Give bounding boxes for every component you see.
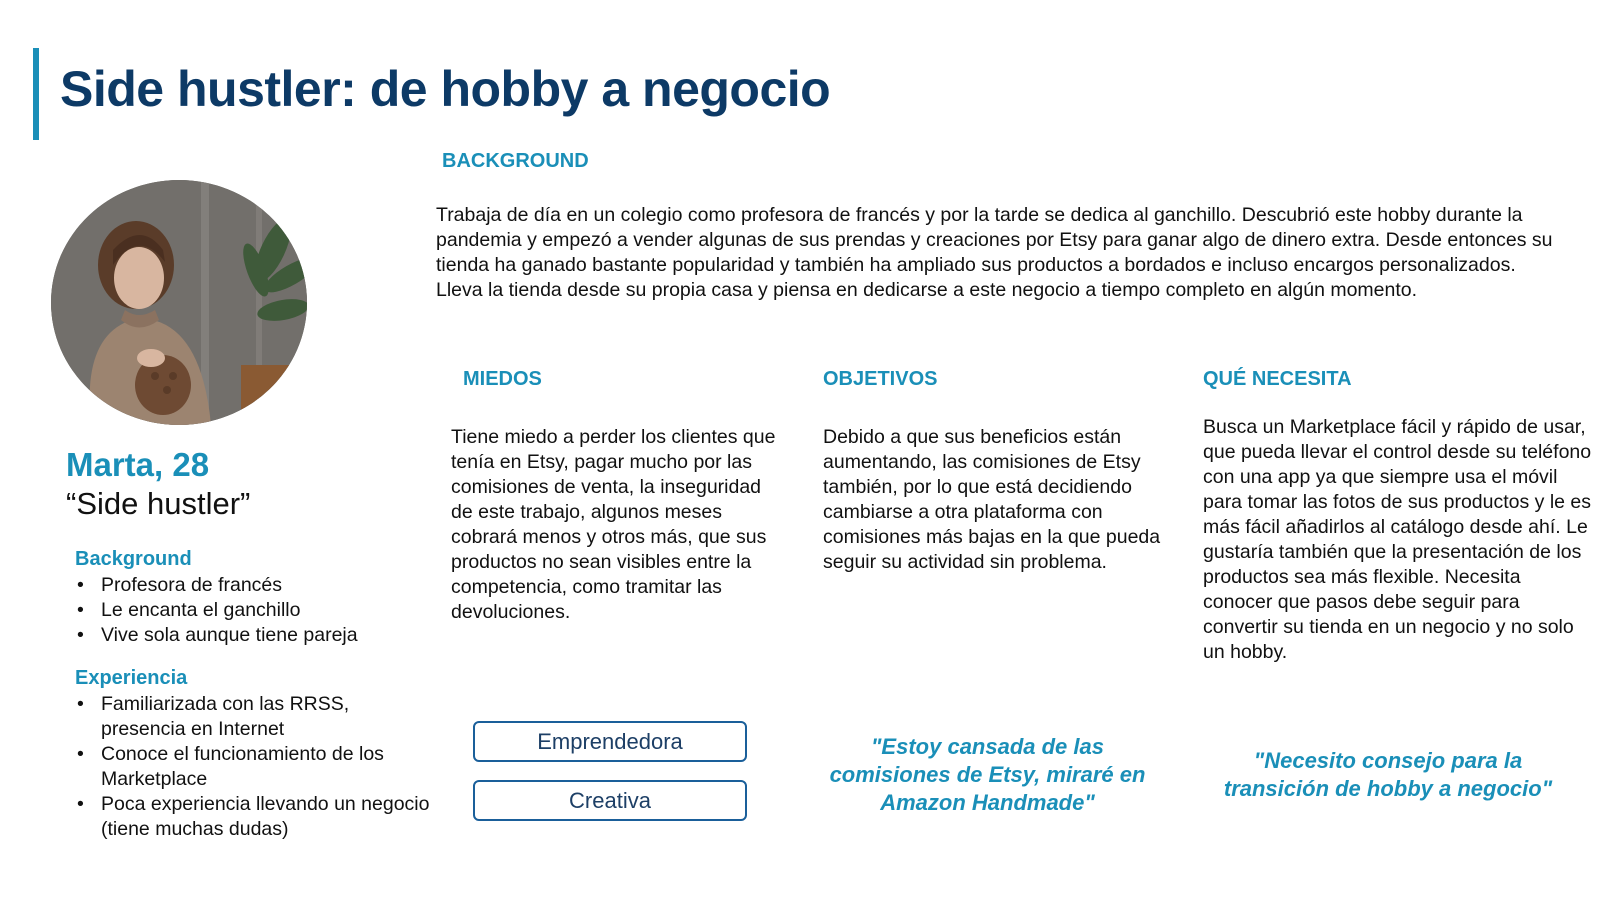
list-item: • Poca experiencia llevando un negocio (tiene muchas dudas) bbox=[75, 792, 430, 842]
quote-necesita: "Necesito consejo para la transición de hobby a negocio" bbox=[1223, 748, 1553, 801]
persona-experience-heading: Experiencia bbox=[75, 667, 188, 689]
necesita-text: Busca un Marketplace fácil y rápido de usar, que pueda llevar el control desde su teléfono con una app ya que siempre usa el móvil para tomar las fotos de sus productos y le es más fácil añadirlos al catálogo desde ahí. Le gustaría también que la presentación de los productos sea más flexible. Necesita conocer que pasos debe seguir para convertir su tienda en un negocio y no solo un hobby. bbox=[1203, 416, 1592, 663]
persona-photo-illustration bbox=[51, 180, 307, 425]
title-accent-bar bbox=[33, 48, 39, 140]
background-heading: BACKGROUND bbox=[442, 150, 589, 172]
persona-background-list bbox=[75, 573, 425, 648]
list-item: • Profesora de francés bbox=[75, 573, 425, 598]
trait-badge-emprendedora: Emprendedora bbox=[473, 721, 747, 762]
persona-photo bbox=[51, 180, 307, 425]
list-item: • Conoce el funcionamiento de los Marketplace bbox=[75, 742, 430, 792]
list-item: • Vive sola aunque tiene pareja bbox=[75, 623, 425, 648]
persona-background-heading: Background bbox=[75, 548, 192, 570]
persona-experience-list bbox=[75, 692, 430, 842]
page-title: Side hustler: de hobby a negocio bbox=[60, 61, 831, 117]
objetivos-text: Debido a que sus beneficios están aumentando, las comisiones de Etsy también, por lo que está decidiendo cambiarse a otra plataforma con comisiones más bajas en la que pueda seguir su actividad sin problema. bbox=[823, 426, 1161, 573]
quote-objetivos: "Estoy cansada de las comisiones de Etsy, miraré en Amazon Handmade" bbox=[829, 734, 1146, 815]
miedos-heading: MIEDOS bbox=[463, 368, 542, 390]
list-item: • Le encanta el ganchillo bbox=[75, 598, 425, 623]
persona-name: Marta, 28 bbox=[66, 446, 210, 483]
persona-tagline: “Side hustler” bbox=[66, 486, 251, 521]
necesita-heading: QUÉ NECESITA bbox=[1203, 368, 1352, 390]
miedos-text: Tiene miedo a perder los clientes que tenía en Etsy, pagar mucho por las comisiones de venta, la inseguridad de este trabajo, algunos meses cobrará menos y otros más, que sus productos no sean visibles entre la competencia, como tramitar las devoluciones. bbox=[451, 426, 776, 623]
objetivos-heading: OBJETIVOS bbox=[823, 368, 938, 390]
list-item: • Familiarizada con las RRSS, presencia en Internet bbox=[75, 692, 430, 742]
trait-badge-creativa: Creativa bbox=[473, 780, 747, 821]
background-text: Trabaja de día en un colegio como profesora de francés y por la tarde se dedica al ganchillo. Descubrió este hobby durante la pandemia y empezó a vender algunas de sus prendas y creaciones por Etsy para ganar algo de dinero extra. Desde entonces su tienda ha ganado bastante popularidad y también ha ampliado sus productos a bordados e incluso encargos personalizados. Lleva la tienda desde su propia casa y piensa en dedicarse a este negocio a tiempo completo en algún momento. bbox=[436, 204, 1553, 301]
